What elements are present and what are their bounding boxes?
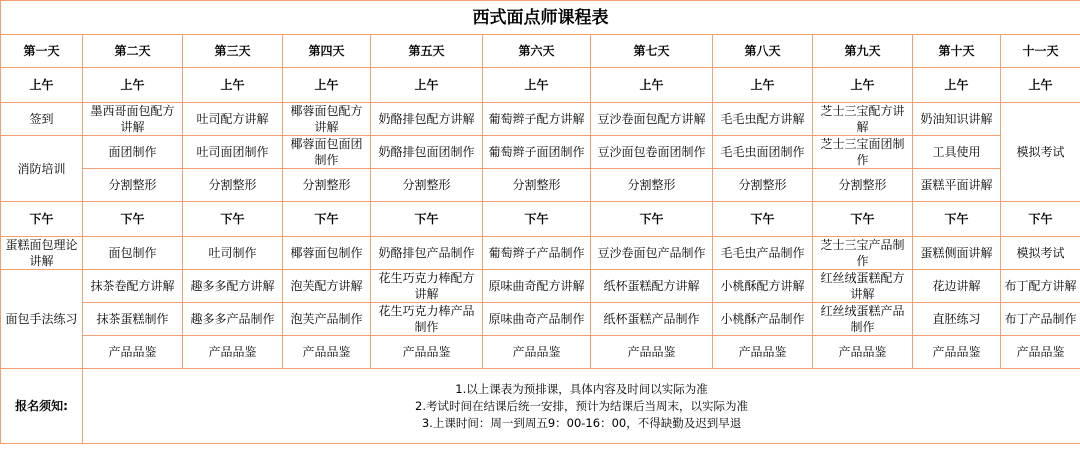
notes-line: 1.以上课表为预排课，具体内容及时间以实际为准 <box>455 381 708 396</box>
day11-am-item: 模拟考试 <box>1001 103 1080 202</box>
page-title: 西式面点师课程表 <box>1 1 1080 35</box>
am-label: 上午 <box>813 68 913 103</box>
day-header: 第七天 <box>591 35 713 68</box>
pm-cell: 产品品鉴 <box>813 336 913 369</box>
am-cell: 工具使用 <box>913 136 1001 169</box>
pm-cell: 泡芙配方讲解 <box>283 270 371 303</box>
pm-cell: 红丝绒蛋糕产品制作 <box>813 303 913 336</box>
pm-label: 下午 <box>1001 202 1080 237</box>
am-label: 上午 <box>83 68 183 103</box>
pm-cell: 花生巧克力棒产品制作 <box>371 303 483 336</box>
notes-label: 报名须知: <box>1 369 83 444</box>
pm-cell: 抹茶蛋糕制作 <box>83 303 183 336</box>
am-cell: 分割整形 <box>283 169 371 202</box>
am-label: 上午 <box>713 68 813 103</box>
day1-pm-item: 蛋糕面包理论讲解 <box>1 237 83 270</box>
pm-cell: 蛋糕侧面讲解 <box>913 237 1001 270</box>
pm-cell: 趣多多产品制作 <box>183 303 283 336</box>
pm-label: 下午 <box>713 202 813 237</box>
am-cell: 分割整形 <box>813 169 913 202</box>
am-cell: 分割整形 <box>483 169 591 202</box>
day-header: 第九天 <box>813 35 913 68</box>
day1-pm-item: 面包手法练习 <box>1 270 83 369</box>
day-header: 第二天 <box>83 35 183 68</box>
day-header: 第十天 <box>913 35 1001 68</box>
pm-label: 下午 <box>183 202 283 237</box>
pm-cell: 抹茶卷配方讲解 <box>83 270 183 303</box>
pm-cell: 模拟考试 <box>1001 237 1080 270</box>
pm-cell: 产品品鉴 <box>1001 336 1080 369</box>
pm-cell: 直胚练习 <box>913 303 1001 336</box>
am-cell: 葡萄辫子面团制作 <box>483 136 591 169</box>
pm-cell: 小桃酥产品制作 <box>713 303 813 336</box>
am-label: 上午 <box>591 68 713 103</box>
pm-label: 下午 <box>283 202 371 237</box>
am-cell: 葡萄辫子配方讲解 <box>483 103 591 136</box>
pm-cell: 产品品鉴 <box>483 336 591 369</box>
day-header: 第八天 <box>713 35 813 68</box>
pm-cell: 椰蓉面包制作 <box>283 237 371 270</box>
pm-cell: 芝士三宝产品制作 <box>813 237 913 270</box>
am-cell: 分割整形 <box>713 169 813 202</box>
notes-text <box>83 369 1080 444</box>
day-header: 第五天 <box>371 35 483 68</box>
pm-cell: 纸杯蛋糕产品制作 <box>591 303 713 336</box>
pm-cell: 葡萄辫子产品制作 <box>483 237 591 270</box>
day-header: 第一天 <box>1 35 83 68</box>
am-label: 上午 <box>1 68 83 103</box>
pm-cell: 花边讲解 <box>913 270 1001 303</box>
pm-cell: 原味曲奇配方讲解 <box>483 270 591 303</box>
day-header: 第四天 <box>283 35 371 68</box>
day-header: 第三天 <box>183 35 283 68</box>
pm-label: 下午 <box>1 202 83 237</box>
pm-cell: 吐司制作 <box>183 237 283 270</box>
pm-cell: 毛毛虫产品制作 <box>713 237 813 270</box>
am-cell: 椰蓉面包面团制作 <box>283 136 371 169</box>
pm-cell: 产品品鉴 <box>713 336 813 369</box>
am-cell: 分割整形 <box>83 169 183 202</box>
am-cell: 蛋糕平面讲解 <box>913 169 1001 202</box>
pm-cell: 产品品鉴 <box>183 336 283 369</box>
pm-cell: 面包制作 <box>83 237 183 270</box>
pm-label: 下午 <box>83 202 183 237</box>
am-label: 上午 <box>913 68 1001 103</box>
pm-cell: 花生巧克力棒配方讲解 <box>371 270 483 303</box>
day1-am-item: 签到 <box>1 103 83 136</box>
pm-cell: 布丁产品制作 <box>1001 303 1080 336</box>
day1-am-item: 消防培训 <box>1 136 83 202</box>
am-cell: 豆沙卷面包配方讲解 <box>591 103 713 136</box>
am-label: 上午 <box>483 68 591 103</box>
pm-cell: 产品品鉴 <box>913 336 1001 369</box>
day-header: 第六天 <box>483 35 591 68</box>
am-cell: 芝士三宝面团制作 <box>813 136 913 169</box>
pm-cell: 产品品鉴 <box>83 336 183 369</box>
am-label: 上午 <box>183 68 283 103</box>
am-cell: 吐司配方讲解 <box>183 103 283 136</box>
pm-label: 下午 <box>371 202 483 237</box>
pm-cell: 产品品鉴 <box>371 336 483 369</box>
pm-cell: 小桃酥配方讲解 <box>713 270 813 303</box>
pm-cell: 泡芙产品制作 <box>283 303 371 336</box>
pm-cell: 原味曲奇产品制作 <box>483 303 591 336</box>
am-cell: 芝士三宝配方讲解 <box>813 103 913 136</box>
am-cell: 分割整形 <box>183 169 283 202</box>
am-cell: 豆沙面包卷面团制作 <box>591 136 713 169</box>
am-cell: 奶油知识讲解 <box>913 103 1001 136</box>
pm-cell: 红丝绒蛋糕配方讲解 <box>813 270 913 303</box>
day-header: 十一天 <box>1001 35 1080 68</box>
am-cell: 椰蓉面包配方讲解 <box>283 103 371 136</box>
am-cell: 奶酪排包面团制作 <box>371 136 483 169</box>
notes-line: 2.考试时间在结课后统一安排，预计为结课后当周末，以实际为准 <box>415 398 749 413</box>
pm-label: 下午 <box>591 202 713 237</box>
am-label: 上午 <box>371 68 483 103</box>
am-cell: 墨西哥面包配方讲解 <box>83 103 183 136</box>
am-cell: 吐司面团制作 <box>183 136 283 169</box>
am-cell: 分割整形 <box>591 169 713 202</box>
am-label: 上午 <box>283 68 371 103</box>
am-label: 上午 <box>1001 68 1080 103</box>
pm-cell: 豆沙卷面包产品制作 <box>591 237 713 270</box>
notes-line: 3.上课时间：周一到周五9：00-16：00，不得缺勤及迟到早退 <box>421 415 742 430</box>
am-cell: 毛毛虫面团制作 <box>713 136 813 169</box>
pm-cell: 产品品鉴 <box>591 336 713 369</box>
pm-label: 下午 <box>913 202 1001 237</box>
pm-label: 下午 <box>813 202 913 237</box>
pm-cell: 纸杯蛋糕配方讲解 <box>591 270 713 303</box>
pm-cell: 布丁配方讲解 <box>1001 270 1080 303</box>
pm-cell: 奶酪排包产品制作 <box>371 237 483 270</box>
pm-cell: 产品品鉴 <box>283 336 371 369</box>
am-cell: 毛毛虫配方讲解 <box>713 103 813 136</box>
pm-cell: 趣多多配方讲解 <box>183 270 283 303</box>
am-cell: 分割整形 <box>371 169 483 202</box>
am-cell: 奶酪排包配方讲解 <box>371 103 483 136</box>
pm-label: 下午 <box>483 202 591 237</box>
am-cell: 面团制作 <box>83 136 183 169</box>
